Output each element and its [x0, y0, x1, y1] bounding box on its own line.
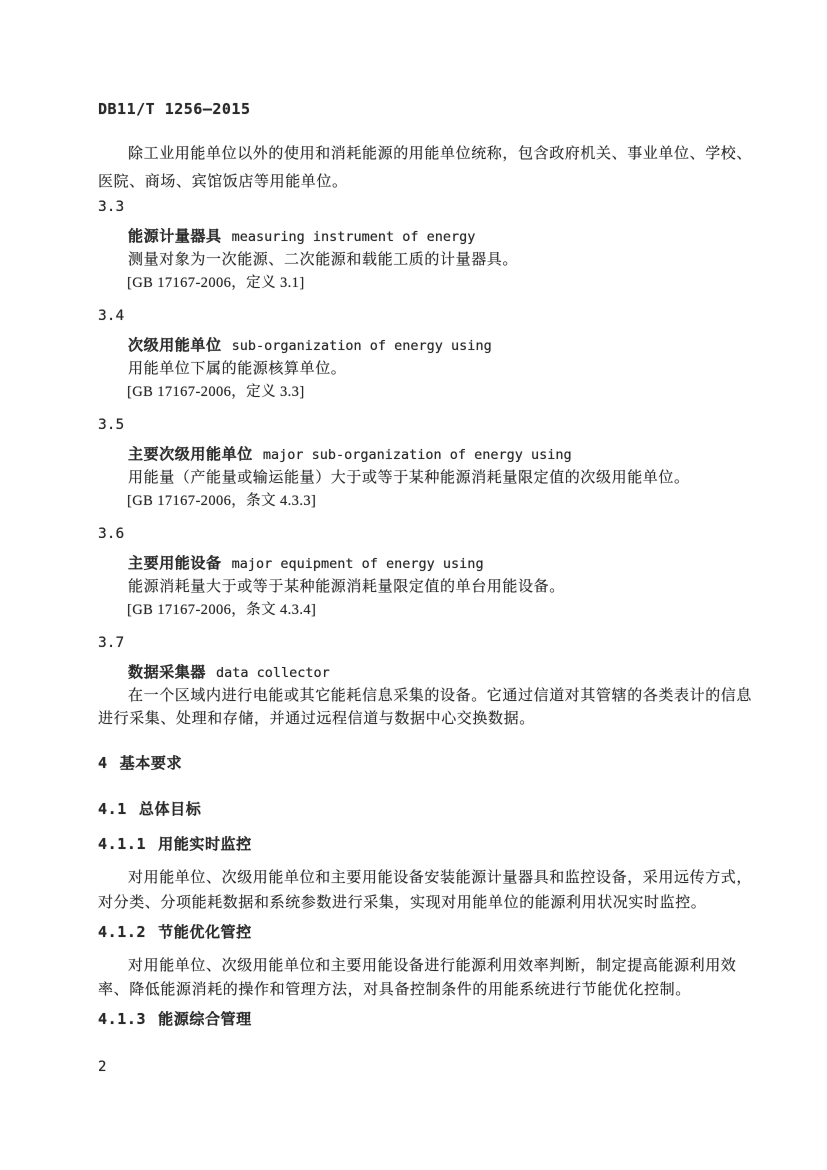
definition-term [98, 661, 760, 685]
definition-block-3-4 [98, 307, 760, 404]
definition-source: [GB 17167-2006，条文 4.3.3] [127, 493, 317, 509]
definition-text: 测量对象为一次能源、二次能源和载能工质的计量器具。 [128, 252, 519, 268]
section-heading-4-1-2 [98, 922, 760, 943]
heading-title: 总体目标 [138, 801, 202, 818]
term-english: sub-organization of energy using [231, 338, 492, 354]
definition-block-3-3 [98, 198, 760, 295]
intro-paragraph: 除工业用能单位以外的使用和消耗能源的用能单位统称，包含政府机关、事业单位、学校、医院、商场、宾馆饭店等用能单位。 [98, 146, 753, 190]
term-chinese: 次级用能单位 [128, 337, 222, 354]
term-english: measuring instrument of energy [231, 229, 476, 245]
definition-block-3-7 [98, 634, 760, 731]
term-english: major sub-organization of energy using [262, 447, 572, 463]
definition-number: 3.3 [98, 199, 125, 215]
heading-number: 4.1.3 [98, 1010, 147, 1028]
section-heading-4-1-3 [98, 1009, 760, 1030]
definition-block-3-5 [98, 416, 760, 513]
heading-number: 4.1.2 [98, 923, 147, 941]
definition-number: 3.4 [98, 308, 125, 324]
page-number: 2 [98, 1059, 107, 1075]
heading-number: 4.1.1 [98, 835, 147, 853]
section-body-4-1-2: 对用能单位、次级用能单位和主要用能设备进行能源利用效率判断，制定提高能源利用效率、降低能源消耗的操作和管理方法，对具备控制条件的用能系统进行节能优化控制。 [98, 958, 737, 998]
heading-title: 用能实时监控 [158, 836, 252, 853]
heading-number: 4.1 [98, 800, 127, 818]
definition-term [98, 225, 760, 249]
definition-source: [GB 17167-2006，条文 4.3.4] [127, 602, 317, 618]
term-english: data collector [216, 665, 330, 681]
definition-number: 3.5 [98, 417, 125, 433]
definition-source: [GB 17167-2006，定义 3.3] [127, 384, 305, 400]
term-chinese: 主要用能设备 [128, 555, 222, 572]
term-chinese: 能源计量器具 [128, 228, 222, 245]
document-page [98, 100, 760, 1030]
definition-text: 用能单位下属的能源核算单位。 [128, 361, 347, 377]
definition-term [98, 552, 760, 576]
definition-term [98, 443, 760, 467]
heading-title: 基本要求 [119, 755, 183, 772]
definition-block-3-6 [98, 525, 760, 622]
definition-term [98, 334, 760, 358]
definition-number: 3.6 [98, 526, 125, 542]
definition-source: [GB 17167-2006，定义 3.1] [127, 275, 305, 291]
definition-text: 在一个区域内进行电能或其它能耗信息采集的设备。它通过信道对其管辖的各类表计的信息进行采集、处理和存储，并通过远程信道与数据中心交换数据。 [98, 688, 753, 727]
section-heading-4-1-1 [98, 834, 760, 855]
heading-title: 节能优化管控 [158, 924, 252, 941]
term-chinese: 数据采集器 [128, 664, 207, 681]
chapter-heading-4 [98, 753, 760, 774]
definition-number: 3.7 [98, 635, 125, 651]
term-english: major equipment of energy using [231, 556, 484, 572]
definition-text: 用能量（产能量或输运能量）大于或等于某种能源消耗量限定值的次级用能单位。 [128, 470, 690, 486]
heading-number: 4 [98, 754, 108, 772]
section-body-4-1-1: 对用能单位、次级用能单位和主要用能设备安装能源计量器具和监控设备，采用远传方式，对分类、分项能耗数据和系统参数进行采集，实现对用能单位的能源利用状况实时监控。 [98, 870, 753, 911]
section-heading-4-1 [98, 799, 760, 820]
term-chinese: 主要次级用能单位 [128, 446, 253, 463]
heading-title: 能源综合管理 [158, 1011, 252, 1028]
definition-text: 能源消耗量大于或等于某种能源消耗量限定值的单台用能设备。 [128, 579, 565, 595]
document-header: DB11/T 1256—2015 [98, 100, 251, 118]
